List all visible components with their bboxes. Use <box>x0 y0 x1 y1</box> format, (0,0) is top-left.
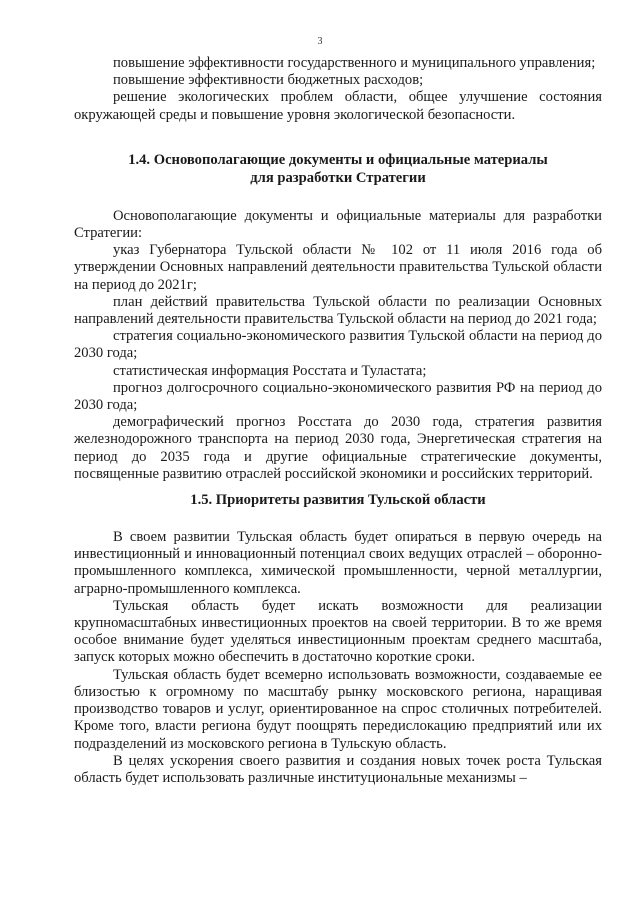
section-1-5-paragraph: Тульская область будет всемерно использовать возможности, создаваемые ее близостью к огромному по масштабу рынку московского региона, наращивая производство товаров и услуг, ориентированное на спрос столичных потребителей. Кроме того, власти региона будут поощрять передислокацию предприятий или их подразделений из московского региона в Тульскую область. <box>74 666 602 752</box>
section-1-4-paragraph: указ Губернатора Тульской области № 102 от 11 июля 2016 года об утверждении Основных направлений деятельности правительства Тульской области на период до 2021г; <box>74 242 602 293</box>
section-1-4-paragraph: статистическая информация Росстата и Туластата; <box>113 362 427 379</box>
section-1-5-heading: 1.5. Приоритеты развития Тульской области <box>190 492 486 509</box>
section-1-4-heading <box>74 151 602 187</box>
intro-paragraph-3: решение экологических проблем области, общее улучшение состояния окружающей среды и повышение уровня экологической безопасности. <box>74 89 602 123</box>
section-1-4-paragraph: Основополагающие документы и официальные материалы для разработки Стратегии: <box>74 207 602 242</box>
page-number: 3 <box>317 36 323 47</box>
section-1-4-paragraph: прогноз долгосрочного социально-экономического развития РФ на период до 2030 года; <box>74 379 602 414</box>
section-1-4-paragraph: стратегия социально-экономического развития Тульской области на период до 2030 года; <box>74 328 602 362</box>
section-1-4-heading-line2: для разработки Стратегии <box>250 169 426 186</box>
section-1-5-paragraph: В своем развитии Тульская область будет опираться в первую очередь на инвестиционный и инновационный потенциал своих ведущих отраслей – оборонно-промышленного комплекса, химической промышленности, черной металлургии, аграрно-промышленного комплекса. <box>74 529 602 597</box>
section-1-5-paragraph: Тульская область будет искать возможности для реализации крупномасштабных инвестиционных проектов на своей территории. В то же время особое внимание будет уделяться инвестиционным проектам среднего масштаба, запуск которых можно обеспечить в достаточно короткие сроки. <box>74 597 602 666</box>
section-1-4-paragraph: демографический прогноз Росстата до 2030 года, стратегия развития железнодорожного транспорта на период 2030 года, Энергетическая стратегия на период до 2035 года и другие официальные стратегические документы, посвященные развитию отраслей российской экономики и российских территорий. <box>74 414 602 482</box>
intro-paragraph-2: повышение эффективности бюджетных расходов; <box>113 72 424 89</box>
document-body <box>74 55 602 787</box>
intro-paragraph-1: повышение эффективности государственного и муниципального управления; <box>113 55 596 71</box>
section-1-5-paragraph: В целях ускорения своего развития и создания новых точек роста Тульская область будет использовать различные институциональные механизмы – <box>74 752 602 786</box>
section-1-4-heading-line1: 1.4. Основополагающие документы и официальные материалы <box>128 151 548 168</box>
section-1-4-paragraph: план действий правительства Тульской области по реализации Основных направлений деятельности правительства Тульской области на период до 2021 года; <box>74 293 602 328</box>
